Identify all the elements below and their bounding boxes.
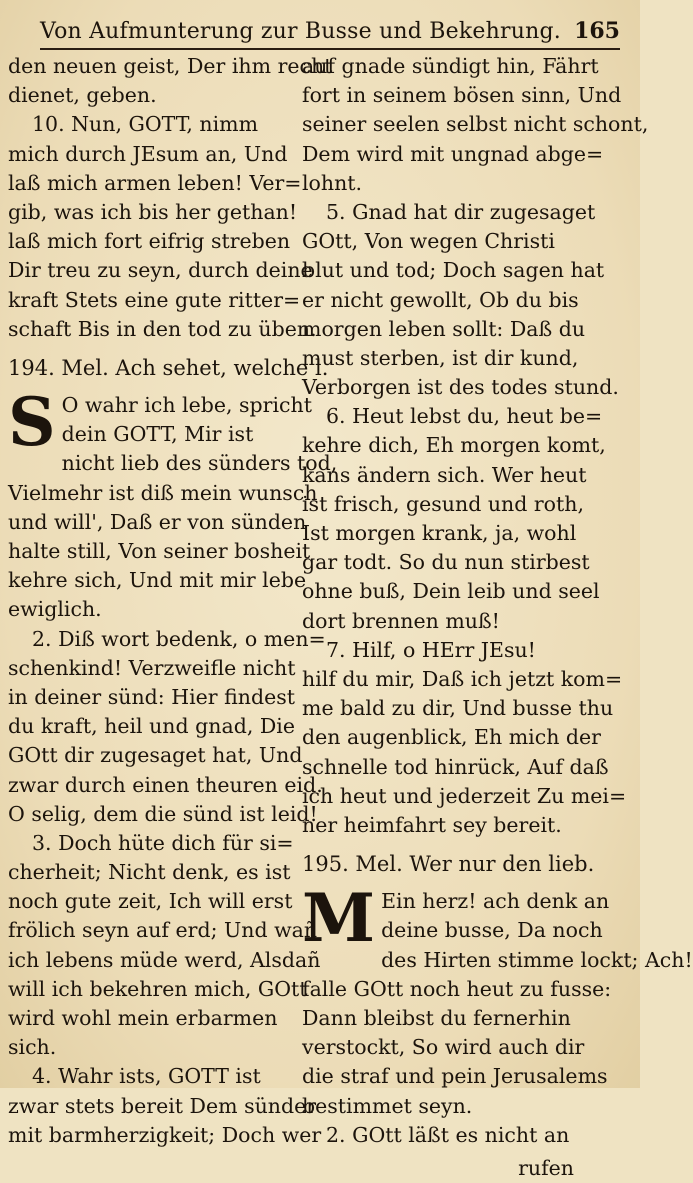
text-line: Verborgen ist des todes stund. [302,375,619,400]
text-line: gar todt. So du nun stirbest [302,550,590,575]
right-column [302,52,693,1183]
text-line: kraft Stets eine gute ritter= [8,287,301,312]
text-line: Vielmehr ist diß mein wunsch [8,480,318,505]
text-line: ist frisch, gesund und roth, [302,491,584,516]
text-line: 5. Gnad hat dir zugesaget [326,199,596,224]
text-line: O selig, dem die sünd ist leid! [8,801,318,826]
hymn-heading-194: 194. Mel. Ach sehet, welche l. [8,355,329,380]
text-line: hilf du mir, Daß ich jetzt kom= [302,666,623,691]
text-line: schaft Bis in den tod zu üben. [8,316,317,341]
text-line: des Hirten stimme lockt; Ach! [381,947,693,972]
text-line: halte still, Von seiner bosheit [8,539,311,563]
text-line: GOtt, Von wegen Christi [302,229,555,254]
text-line: verstockt, So wird auch dir [302,1035,585,1060]
text-line: dein GOTT, Mir ist [61,422,254,447]
text-line: in deiner sünd: Hier findest [8,684,295,709]
text-line: Dem wird mit ungnad abge= [302,141,604,166]
hymn-195-opening [302,879,610,958]
text-line: Dir treu zu seyn, durch deine [8,258,313,283]
text-line: ewiglich. [8,597,102,622]
text-line: sich. [8,1035,57,1060]
catchword: rufen [518,1155,574,1180]
text-line: er nicht gewollt, Ob du bis [302,287,579,312]
text-line: dienet, geben. [8,83,157,108]
text-line: Dann bleibst du fernerhin [302,1006,571,1030]
text-line: frölich seyn auf erd; Und wañ [8,918,318,943]
text-line: kehre dich, Eh morgen komt, [302,433,606,458]
text-line: Ein herz! ach denk an [381,889,610,914]
text-line: O wahr ich lebe, spricht [61,393,312,418]
text-line: ohne buß, Dein leib und seel [302,579,600,604]
text-line: dort brennen muß! [302,608,500,633]
text-line: kehre sich, Und mit mir lebe [8,568,307,593]
hymn-heading-195: 195. Mel. Wer nur den lieb. [302,852,595,877]
right-bottom-text [302,946,693,1150]
text-line: fort in seinem bösen sinn, Und [302,83,622,108]
running-title: Von Aufmunterung zur Busse und Bekehrung. [40,19,561,44]
text-line: blut und tod; Doch sagen hat [302,258,605,283]
text-line: gib, was ich bis her gethan! [8,199,298,224]
text-line: me bald zu dir, Und busse thu [302,696,614,721]
text-line: morgen leben sollt: Daß du [302,316,586,341]
page-number: 165 [574,18,620,44]
text-line: ner heimfahrt sey bereit. [302,812,562,837]
text-line: zwar stets bereit Dem sünder [8,1093,317,1118]
text-line: 2. Diß wort bedenk, o men= [32,626,326,651]
left-bottom-text [8,449,338,1150]
text-line: laß mich armen leben! Ver= [8,170,302,195]
text-line: schnelle tod hinrück, Auf daß [302,754,609,779]
text-line: schenkind! Verzweifle nicht [8,655,296,680]
text-line: seiner seelen selbst nicht schont, [302,112,649,137]
text-line: 7. Hilf, o HErr JEsu! [326,637,536,662]
text-line: zwar durch einen theuren eid. [8,772,323,797]
text-line: falle GOtt noch heut zu fusse: [302,976,612,1001]
text-line: lohnt. [302,170,363,195]
text-line: du kraft, heil und gnad, Die [8,714,295,739]
text-line: mit barmherzigkeit; Doch wer [8,1122,322,1147]
running-header [40,8,620,50]
right-top-text [302,52,649,840]
text-line: die straf und pein Jerusalems [302,1064,608,1089]
hymn-194-opening [8,383,312,462]
text-line: wird wohl mein erbarmen [8,1006,278,1030]
text-line: 2. GOtt läßt es nicht an [326,1122,570,1147]
text-line: kans ändern sich. Wer heut [302,462,587,487]
text-line: Ist morgen krank, ja, wohl [302,521,577,545]
text-line: GOtt dir zugesaget hat, Und [8,743,303,768]
drop-cap: M [302,879,376,958]
text-line: 6. Heut lebst du, heut be= [326,404,603,429]
text-line: und will', Daß er von sünden [8,509,307,534]
text-line: auf gnade sündigt hin, Fährt [302,54,599,78]
text-line: bestimmet seyn. [302,1093,473,1118]
text-line: will ich bekehren mich, GOtt [8,976,308,1001]
text-line: noch gute zeit, Ich will erst [8,889,293,914]
text-line: nicht lieb des sünders tod, [61,451,338,476]
text-line: ich lebens müde werd, Alsdañ [8,947,321,972]
text-line: 10. Nun, GOTT, nimm [32,112,259,137]
text-line: cherheit; Nicht denk, es ist [8,860,291,885]
text-line: laß mich fort eifrig streben [8,229,291,254]
text-line: den augenblick, Eh mich der [302,725,601,750]
text-line: mich durch JEsum an, Und [8,141,288,166]
drop-cap: S [8,383,56,462]
text-line: 4. Wahr ists, GOTT ist [32,1064,261,1089]
text-line: ich heut und jederzeit Zu mei= [302,783,627,808]
text-line: den neuen geist, Der ihm recht [8,54,333,78]
text-line: 3. Doch hüte dich für si= [32,830,294,855]
text-line: deine busse, Da noch [381,918,603,943]
text-line: must sterben, ist dir kund, [302,345,579,370]
